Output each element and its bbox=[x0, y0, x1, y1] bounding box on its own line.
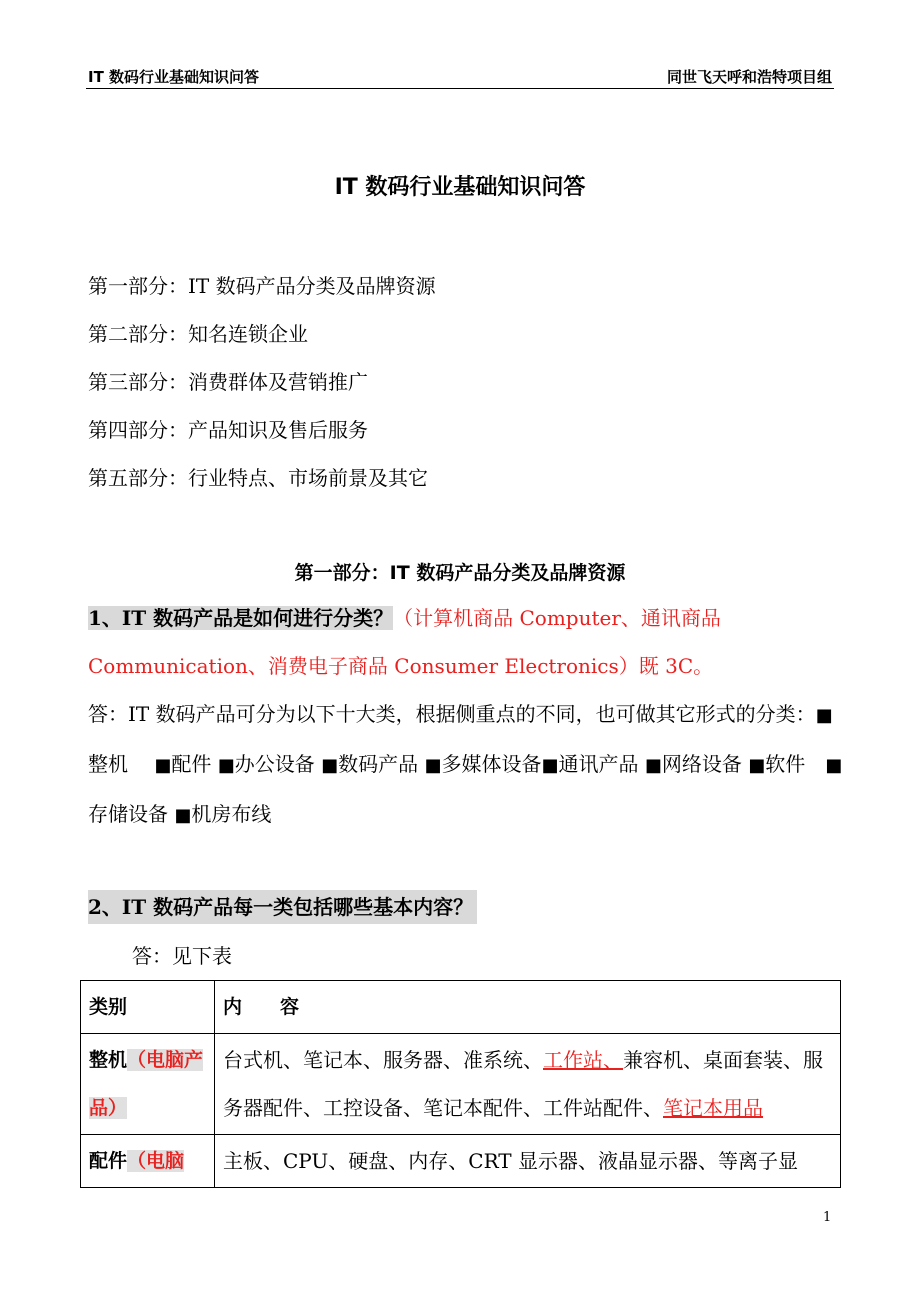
category-item: 多媒体设备 bbox=[441, 752, 542, 776]
table-row bbox=[81, 1135, 841, 1188]
category-item: 通讯产品 bbox=[558, 752, 639, 776]
section-heading: 第一部分：IT 数码产品分类及品牌资源 bbox=[294, 562, 626, 584]
toc-item: 第二部分：知名连锁企业 bbox=[88, 322, 308, 346]
table-row bbox=[81, 1034, 841, 1135]
table-header-row bbox=[81, 981, 841, 1034]
category-name: 整机 bbox=[89, 1049, 128, 1071]
category-note: （电脑 bbox=[127, 1150, 185, 1172]
category-item: 网络设备 bbox=[661, 752, 742, 776]
table-cell-content bbox=[215, 1034, 841, 1135]
header-rule bbox=[86, 88, 834, 89]
question-1 bbox=[88, 594, 848, 690]
category-note: （电脑产品） bbox=[89, 1049, 204, 1119]
page-number: 1 bbox=[823, 1210, 832, 1225]
document-title: IT 数码行业基础知识问答 bbox=[334, 175, 586, 200]
content-text-cont: 兼容机、桌面套装、服务器配件、工控设备、笔记本配件、工件站配件、 bbox=[223, 1048, 823, 1120]
toc-item: 第三部分：消费群体及营销推广 bbox=[88, 370, 368, 394]
content-text: 台式机、笔记本、服务器、准系统、 bbox=[223, 1048, 543, 1072]
bullet-icon: ■ bbox=[321, 755, 339, 776]
toc-item: 第四部分：产品知识及售后服务 bbox=[88, 418, 368, 442]
answer-2: 答：见下表 bbox=[132, 944, 232, 968]
category-item: 数码产品 bbox=[338, 752, 419, 776]
bullet-icon: ■ bbox=[644, 755, 662, 776]
question-1-text: 1、IT 数码产品是如何进行分类？ bbox=[88, 606, 394, 630]
category-item: 办公设备 bbox=[234, 752, 315, 776]
question-2: 2、IT 数码产品每一类包括哪些基本内容？ bbox=[88, 890, 477, 924]
category-name: 配件 bbox=[89, 1150, 128, 1172]
question-1-note-cont: Communication、消费电子商品 Consumer Electronics）既 3C。 bbox=[88, 654, 714, 678]
answer-1 bbox=[88, 690, 848, 840]
table-cell-category bbox=[81, 1034, 215, 1135]
table-header-content: 内 容 bbox=[215, 981, 841, 1034]
question-1-note: （计算机商品 Computer、通讯商品 bbox=[393, 606, 721, 630]
content-link-workstation[interactable]: 工作站、 bbox=[543, 1048, 623, 1072]
header-right-org: 同世飞天呼和浩特项目组 bbox=[666, 68, 832, 86]
category-item: 配件 bbox=[171, 752, 212, 776]
answer-1-text: 答：IT 数码产品可分为以下十大类，根据侧重点的不同，也可做其它形式的分类： bbox=[88, 702, 816, 726]
bullet-icon: ■ bbox=[217, 755, 235, 776]
toc-item: 第五部分：行业特点、市场前景及其它 bbox=[88, 466, 428, 490]
toc-item: 第一部分：IT 数码产品分类及品牌资源 bbox=[88, 274, 436, 298]
bullet-icon: ■ bbox=[748, 755, 766, 776]
content-link-notebook-supplies[interactable]: 笔记本用品 bbox=[663, 1096, 763, 1120]
bullet-icon: ■ bbox=[815, 705, 833, 726]
category-item: 机房布线 bbox=[191, 802, 272, 826]
table-cell-category bbox=[81, 1135, 215, 1188]
table-cell-content bbox=[215, 1135, 841, 1188]
table-header-category: 类别 bbox=[81, 981, 215, 1034]
bullet-icon: ■ bbox=[154, 755, 172, 776]
category-item: 整机 bbox=[88, 752, 128, 776]
bullet-icon: ■ bbox=[424, 755, 442, 776]
bullet-icon: ■ bbox=[541, 755, 559, 776]
category-table bbox=[80, 980, 841, 1188]
table-of-contents bbox=[88, 262, 436, 502]
content-text: 主板、CPU、硬盘、内存、CRT 显示器、液晶显示器、等离子显 bbox=[223, 1149, 798, 1173]
bullet-icon: ■ bbox=[174, 805, 192, 826]
category-item: 软件 bbox=[765, 752, 806, 776]
category-item: 存储设备 bbox=[88, 802, 168, 826]
header-left-title: IT 数码行业基础知识问答 bbox=[88, 68, 260, 86]
bullet-icon: ■ bbox=[825, 755, 843, 776]
